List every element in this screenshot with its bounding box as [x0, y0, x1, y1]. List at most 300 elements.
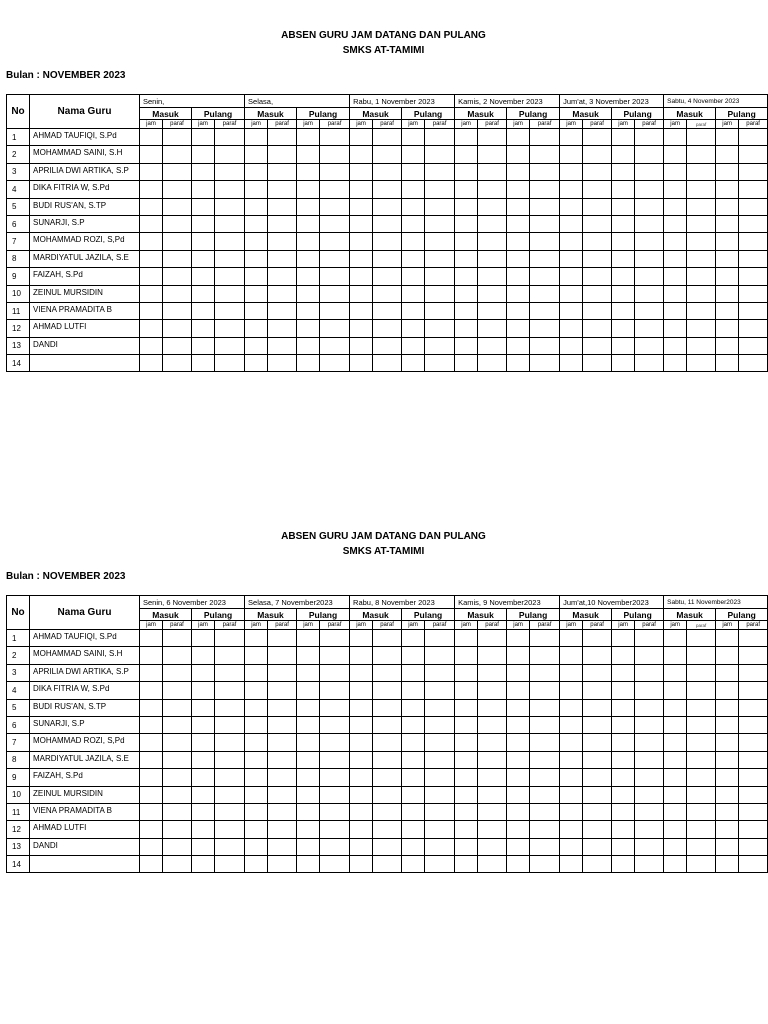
attendance-cell[interactable] — [455, 320, 478, 337]
attendance-cell[interactable] — [402, 146, 425, 163]
attendance-cell[interactable] — [478, 302, 507, 319]
attendance-cell[interactable] — [373, 682, 402, 699]
attendance-cell[interactable] — [612, 838, 635, 855]
attendance-cell[interactable] — [507, 803, 530, 820]
attendance-cell[interactable] — [402, 129, 425, 146]
attendance-cell[interactable] — [507, 682, 530, 699]
attendance-cell[interactable] — [635, 181, 664, 198]
attendance-cell[interactable] — [455, 285, 478, 302]
attendance-cell[interactable] — [297, 198, 320, 215]
attendance-cell[interactable] — [373, 215, 402, 232]
attendance-cell[interactable] — [425, 803, 455, 820]
attendance-cell[interactable] — [507, 320, 530, 337]
attendance-cell[interactable] — [664, 664, 687, 681]
attendance-cell[interactable] — [635, 250, 664, 267]
attendance-cell[interactable] — [687, 838, 716, 855]
attendance-cell[interactable] — [373, 355, 402, 372]
attendance-cell[interactable] — [215, 250, 245, 267]
attendance-cell[interactable] — [163, 163, 192, 180]
attendance-cell[interactable] — [739, 198, 768, 215]
attendance-cell[interactable] — [612, 786, 635, 803]
attendance-cell[interactable] — [739, 233, 768, 250]
attendance-cell[interactable] — [635, 215, 664, 232]
attendance-cell[interactable] — [425, 285, 455, 302]
attendance-cell[interactable] — [140, 647, 163, 664]
attendance-cell[interactable] — [297, 821, 320, 838]
attendance-cell[interactable] — [583, 337, 612, 354]
attendance-cell[interactable] — [507, 751, 530, 768]
attendance-cell[interactable] — [297, 337, 320, 354]
attendance-cell[interactable] — [192, 146, 215, 163]
attendance-cell[interactable] — [192, 682, 215, 699]
attendance-cell[interactable] — [268, 856, 297, 873]
attendance-cell[interactable] — [192, 250, 215, 267]
attendance-cell[interactable] — [215, 821, 245, 838]
attendance-cell[interactable] — [612, 268, 635, 285]
attendance-cell[interactable] — [635, 198, 664, 215]
attendance-cell[interactable] — [583, 838, 612, 855]
attendance-cell[interactable] — [507, 285, 530, 302]
attendance-cell[interactable] — [350, 630, 373, 647]
attendance-cell[interactable] — [455, 786, 478, 803]
attendance-cell[interactable] — [635, 630, 664, 647]
attendance-cell[interactable] — [163, 856, 192, 873]
attendance-cell[interactable] — [716, 838, 739, 855]
attendance-cell[interactable] — [687, 699, 716, 716]
attendance-cell[interactable] — [268, 233, 297, 250]
attendance-cell[interactable] — [635, 647, 664, 664]
attendance-cell[interactable] — [716, 699, 739, 716]
attendance-cell[interactable] — [192, 302, 215, 319]
attendance-cell[interactable] — [425, 856, 455, 873]
attendance-cell[interactable] — [635, 734, 664, 751]
attendance-cell[interactable] — [297, 734, 320, 751]
attendance-cell[interactable] — [716, 355, 739, 372]
attendance-cell[interactable] — [716, 716, 739, 733]
attendance-cell[interactable] — [530, 337, 560, 354]
attendance-cell[interactable] — [455, 838, 478, 855]
attendance-cell[interactable] — [245, 250, 268, 267]
attendance-cell[interactable] — [373, 233, 402, 250]
attendance-cell[interactable] — [560, 838, 583, 855]
attendance-cell[interactable] — [583, 734, 612, 751]
attendance-cell[interactable] — [560, 129, 583, 146]
attendance-cell[interactable] — [140, 233, 163, 250]
attendance-cell[interactable] — [478, 682, 507, 699]
attendance-cell[interactable] — [635, 129, 664, 146]
attendance-cell[interactable] — [350, 181, 373, 198]
attendance-cell[interactable] — [245, 337, 268, 354]
attendance-cell[interactable] — [507, 163, 530, 180]
attendance-cell[interactable] — [320, 146, 350, 163]
attendance-cell[interactable] — [612, 181, 635, 198]
attendance-cell[interactable] — [140, 181, 163, 198]
attendance-cell[interactable] — [215, 198, 245, 215]
attendance-cell[interactable] — [612, 355, 635, 372]
attendance-cell[interactable] — [320, 647, 350, 664]
attendance-cell[interactable] — [402, 664, 425, 681]
attendance-cell[interactable] — [583, 302, 612, 319]
attendance-cell[interactable] — [739, 129, 768, 146]
attendance-cell[interactable] — [163, 682, 192, 699]
attendance-cell[interactable] — [297, 302, 320, 319]
attendance-cell[interactable] — [739, 630, 768, 647]
attendance-cell[interactable] — [320, 751, 350, 768]
attendance-cell[interactable] — [192, 751, 215, 768]
attendance-cell[interactable] — [739, 821, 768, 838]
attendance-cell[interactable] — [268, 355, 297, 372]
attendance-cell[interactable] — [739, 302, 768, 319]
attendance-cell[interactable] — [402, 856, 425, 873]
attendance-cell[interactable] — [192, 198, 215, 215]
attendance-cell[interactable] — [245, 146, 268, 163]
attendance-cell[interactable] — [687, 146, 716, 163]
attendance-cell[interactable] — [268, 664, 297, 681]
attendance-cell[interactable] — [635, 838, 664, 855]
attendance-cell[interactable] — [350, 198, 373, 215]
attendance-cell[interactable] — [612, 751, 635, 768]
attendance-cell[interactable] — [245, 769, 268, 786]
attendance-cell[interactable] — [320, 320, 350, 337]
attendance-cell[interactable] — [163, 630, 192, 647]
attendance-cell[interactable] — [373, 181, 402, 198]
attendance-cell[interactable] — [455, 682, 478, 699]
attendance-cell[interactable] — [140, 163, 163, 180]
attendance-cell[interactable] — [739, 751, 768, 768]
attendance-cell[interactable] — [530, 355, 560, 372]
attendance-cell[interactable] — [664, 268, 687, 285]
attendance-cell[interactable] — [425, 355, 455, 372]
attendance-cell[interactable] — [215, 129, 245, 146]
attendance-cell[interactable] — [350, 734, 373, 751]
attendance-cell[interactable] — [739, 163, 768, 180]
attendance-cell[interactable] — [245, 630, 268, 647]
attendance-cell[interactable] — [425, 302, 455, 319]
attendance-cell[interactable] — [739, 856, 768, 873]
attendance-cell[interactable] — [664, 751, 687, 768]
attendance-cell[interactable] — [297, 856, 320, 873]
attendance-cell[interactable] — [245, 786, 268, 803]
attendance-cell[interactable] — [140, 769, 163, 786]
attendance-cell[interactable] — [215, 285, 245, 302]
attendance-cell[interactable] — [402, 233, 425, 250]
attendance-cell[interactable] — [297, 786, 320, 803]
attendance-cell[interactable] — [215, 233, 245, 250]
attendance-cell[interactable] — [320, 664, 350, 681]
attendance-cell[interactable] — [716, 320, 739, 337]
attendance-cell[interactable] — [297, 751, 320, 768]
attendance-cell[interactable] — [297, 146, 320, 163]
attendance-cell[interactable] — [350, 838, 373, 855]
attendance-cell[interactable] — [560, 215, 583, 232]
attendance-cell[interactable] — [163, 751, 192, 768]
attendance-cell[interactable] — [350, 337, 373, 354]
attendance-cell[interactable] — [612, 716, 635, 733]
attendance-cell[interactable] — [739, 786, 768, 803]
attendance-cell[interactable] — [163, 337, 192, 354]
attendance-cell[interactable] — [478, 215, 507, 232]
attendance-cell[interactable] — [635, 146, 664, 163]
attendance-cell[interactable] — [297, 233, 320, 250]
attendance-cell[interactable] — [268, 647, 297, 664]
attendance-cell[interactable] — [402, 803, 425, 820]
attendance-cell[interactable] — [687, 285, 716, 302]
attendance-cell[interactable] — [373, 821, 402, 838]
attendance-cell[interactable] — [560, 682, 583, 699]
attendance-cell[interactable] — [478, 734, 507, 751]
attendance-cell[interactable] — [664, 146, 687, 163]
attendance-cell[interactable] — [478, 716, 507, 733]
attendance-cell[interactable] — [664, 786, 687, 803]
attendance-cell[interactable] — [268, 320, 297, 337]
attendance-cell[interactable] — [583, 285, 612, 302]
attendance-cell[interactable] — [373, 716, 402, 733]
attendance-cell[interactable] — [245, 181, 268, 198]
attendance-cell[interactable] — [215, 803, 245, 820]
attendance-cell[interactable] — [350, 716, 373, 733]
attendance-cell[interactable] — [530, 302, 560, 319]
attendance-cell[interactable] — [612, 129, 635, 146]
attendance-cell[interactable] — [192, 821, 215, 838]
attendance-cell[interactable] — [560, 716, 583, 733]
attendance-cell[interactable] — [192, 716, 215, 733]
attendance-cell[interactable] — [612, 337, 635, 354]
attendance-cell[interactable] — [245, 838, 268, 855]
attendance-cell[interactable] — [583, 268, 612, 285]
attendance-cell[interactable] — [373, 320, 402, 337]
attendance-cell[interactable] — [350, 682, 373, 699]
attendance-cell[interactable] — [140, 664, 163, 681]
attendance-cell[interactable] — [425, 786, 455, 803]
attendance-cell[interactable] — [687, 337, 716, 354]
attendance-cell[interactable] — [455, 268, 478, 285]
attendance-cell[interactable] — [245, 699, 268, 716]
attendance-cell[interactable] — [268, 268, 297, 285]
attendance-cell[interactable] — [507, 664, 530, 681]
attendance-cell[interactable] — [530, 181, 560, 198]
attendance-cell[interactable] — [320, 838, 350, 855]
attendance-cell[interactable] — [425, 146, 455, 163]
attendance-cell[interactable] — [739, 682, 768, 699]
attendance-cell[interactable] — [739, 250, 768, 267]
attendance-cell[interactable] — [268, 250, 297, 267]
attendance-cell[interactable] — [687, 129, 716, 146]
attendance-cell[interactable] — [163, 268, 192, 285]
attendance-cell[interactable] — [687, 682, 716, 699]
attendance-cell[interactable] — [192, 803, 215, 820]
attendance-cell[interactable] — [612, 285, 635, 302]
attendance-cell[interactable] — [373, 302, 402, 319]
attendance-cell[interactable] — [530, 682, 560, 699]
attendance-cell[interactable] — [425, 630, 455, 647]
attendance-cell[interactable] — [478, 751, 507, 768]
attendance-cell[interactable] — [373, 129, 402, 146]
attendance-cell[interactable] — [507, 821, 530, 838]
attendance-cell[interactable] — [373, 786, 402, 803]
attendance-cell[interactable] — [530, 233, 560, 250]
attendance-cell[interactable] — [560, 856, 583, 873]
attendance-cell[interactable] — [192, 355, 215, 372]
attendance-cell[interactable] — [664, 838, 687, 855]
attendance-cell[interactable] — [215, 699, 245, 716]
attendance-cell[interactable] — [350, 215, 373, 232]
attendance-cell[interactable] — [297, 803, 320, 820]
attendance-cell[interactable] — [664, 682, 687, 699]
attendance-cell[interactable] — [455, 129, 478, 146]
attendance-cell[interactable] — [739, 838, 768, 855]
attendance-cell[interactable] — [560, 647, 583, 664]
attendance-cell[interactable] — [215, 786, 245, 803]
attendance-cell[interactable] — [320, 769, 350, 786]
attendance-cell[interactable] — [455, 630, 478, 647]
attendance-cell[interactable] — [455, 215, 478, 232]
attendance-cell[interactable] — [530, 734, 560, 751]
attendance-cell[interactable] — [687, 751, 716, 768]
attendance-cell[interactable] — [373, 734, 402, 751]
attendance-cell[interactable] — [583, 320, 612, 337]
attendance-cell[interactable] — [716, 856, 739, 873]
attendance-cell[interactable] — [192, 699, 215, 716]
attendance-cell[interactable] — [373, 630, 402, 647]
attendance-cell[interactable] — [530, 751, 560, 768]
attendance-cell[interactable] — [612, 630, 635, 647]
attendance-cell[interactable] — [192, 734, 215, 751]
attendance-cell[interactable] — [163, 803, 192, 820]
attendance-cell[interactable] — [268, 181, 297, 198]
attendance-cell[interactable] — [163, 233, 192, 250]
attendance-cell[interactable] — [163, 320, 192, 337]
attendance-cell[interactable] — [350, 355, 373, 372]
attendance-cell[interactable] — [687, 630, 716, 647]
attendance-cell[interactable] — [455, 803, 478, 820]
attendance-cell[interactable] — [192, 630, 215, 647]
attendance-cell[interactable] — [268, 769, 297, 786]
attendance-cell[interactable] — [478, 198, 507, 215]
attendance-cell[interactable] — [297, 716, 320, 733]
attendance-cell[interactable] — [583, 233, 612, 250]
attendance-cell[interactable] — [268, 302, 297, 319]
attendance-cell[interactable] — [664, 320, 687, 337]
attendance-cell[interactable] — [350, 129, 373, 146]
attendance-cell[interactable] — [664, 630, 687, 647]
attendance-cell[interactable] — [612, 233, 635, 250]
attendance-cell[interactable] — [560, 734, 583, 751]
attendance-cell[interactable] — [635, 769, 664, 786]
attendance-cell[interactable] — [716, 803, 739, 820]
attendance-cell[interactable] — [268, 129, 297, 146]
attendance-cell[interactable] — [612, 320, 635, 337]
attendance-cell[interactable] — [716, 285, 739, 302]
attendance-cell[interactable] — [215, 734, 245, 751]
attendance-cell[interactable] — [478, 146, 507, 163]
attendance-cell[interactable] — [560, 355, 583, 372]
attendance-cell[interactable] — [268, 716, 297, 733]
attendance-cell[interactable] — [425, 129, 455, 146]
attendance-cell[interactable] — [402, 821, 425, 838]
attendance-cell[interactable] — [478, 821, 507, 838]
attendance-cell[interactable] — [478, 630, 507, 647]
attendance-cell[interactable] — [530, 699, 560, 716]
attendance-cell[interactable] — [583, 163, 612, 180]
attendance-cell[interactable] — [664, 769, 687, 786]
attendance-cell[interactable] — [350, 821, 373, 838]
attendance-cell[interactable] — [163, 734, 192, 751]
attendance-cell[interactable] — [268, 285, 297, 302]
attendance-cell[interactable] — [350, 250, 373, 267]
attendance-cell[interactable] — [739, 268, 768, 285]
attendance-cell[interactable] — [530, 838, 560, 855]
attendance-cell[interactable] — [192, 664, 215, 681]
attendance-cell[interactable] — [739, 803, 768, 820]
attendance-cell[interactable] — [245, 302, 268, 319]
attendance-cell[interactable] — [163, 285, 192, 302]
attendance-cell[interactable] — [320, 198, 350, 215]
attendance-cell[interactable] — [507, 268, 530, 285]
attendance-cell[interactable] — [192, 233, 215, 250]
attendance-cell[interactable] — [402, 163, 425, 180]
attendance-cell[interactable] — [140, 320, 163, 337]
attendance-cell[interactable] — [320, 786, 350, 803]
attendance-cell[interactable] — [560, 198, 583, 215]
attendance-cell[interactable] — [425, 647, 455, 664]
attendance-cell[interactable] — [425, 751, 455, 768]
attendance-cell[interactable] — [583, 215, 612, 232]
attendance-cell[interactable] — [478, 856, 507, 873]
attendance-cell[interactable] — [739, 146, 768, 163]
attendance-cell[interactable] — [635, 302, 664, 319]
attendance-cell[interactable] — [297, 181, 320, 198]
attendance-cell[interactable] — [507, 129, 530, 146]
attendance-cell[interactable] — [140, 821, 163, 838]
attendance-cell[interactable] — [716, 664, 739, 681]
attendance-cell[interactable] — [560, 320, 583, 337]
attendance-cell[interactable] — [716, 682, 739, 699]
attendance-cell[interactable] — [507, 856, 530, 873]
attendance-cell[interactable] — [583, 751, 612, 768]
attendance-cell[interactable] — [455, 821, 478, 838]
attendance-cell[interactable] — [530, 146, 560, 163]
attendance-cell[interactable] — [635, 786, 664, 803]
attendance-cell[interactable] — [612, 699, 635, 716]
attendance-cell[interactable] — [297, 285, 320, 302]
attendance-cell[interactable] — [140, 285, 163, 302]
attendance-cell[interactable] — [530, 129, 560, 146]
attendance-cell[interactable] — [687, 250, 716, 267]
attendance-cell[interactable] — [455, 250, 478, 267]
attendance-cell[interactable] — [455, 647, 478, 664]
attendance-cell[interactable] — [664, 856, 687, 873]
attendance-cell[interactable] — [478, 803, 507, 820]
attendance-cell[interactable] — [350, 268, 373, 285]
attendance-cell[interactable] — [320, 129, 350, 146]
attendance-cell[interactable] — [268, 163, 297, 180]
attendance-cell[interactable] — [716, 647, 739, 664]
attendance-cell[interactable] — [530, 664, 560, 681]
attendance-cell[interactable] — [716, 129, 739, 146]
attendance-cell[interactable] — [268, 751, 297, 768]
attendance-cell[interactable] — [664, 198, 687, 215]
attendance-cell[interactable] — [320, 250, 350, 267]
attendance-cell[interactable] — [716, 769, 739, 786]
attendance-cell[interactable] — [373, 337, 402, 354]
attendance-cell[interactable] — [478, 285, 507, 302]
attendance-cell[interactable] — [664, 163, 687, 180]
attendance-cell[interactable] — [140, 838, 163, 855]
attendance-cell[interactable] — [478, 250, 507, 267]
attendance-cell[interactable] — [507, 233, 530, 250]
attendance-cell[interactable] — [425, 769, 455, 786]
attendance-cell[interactable] — [507, 647, 530, 664]
